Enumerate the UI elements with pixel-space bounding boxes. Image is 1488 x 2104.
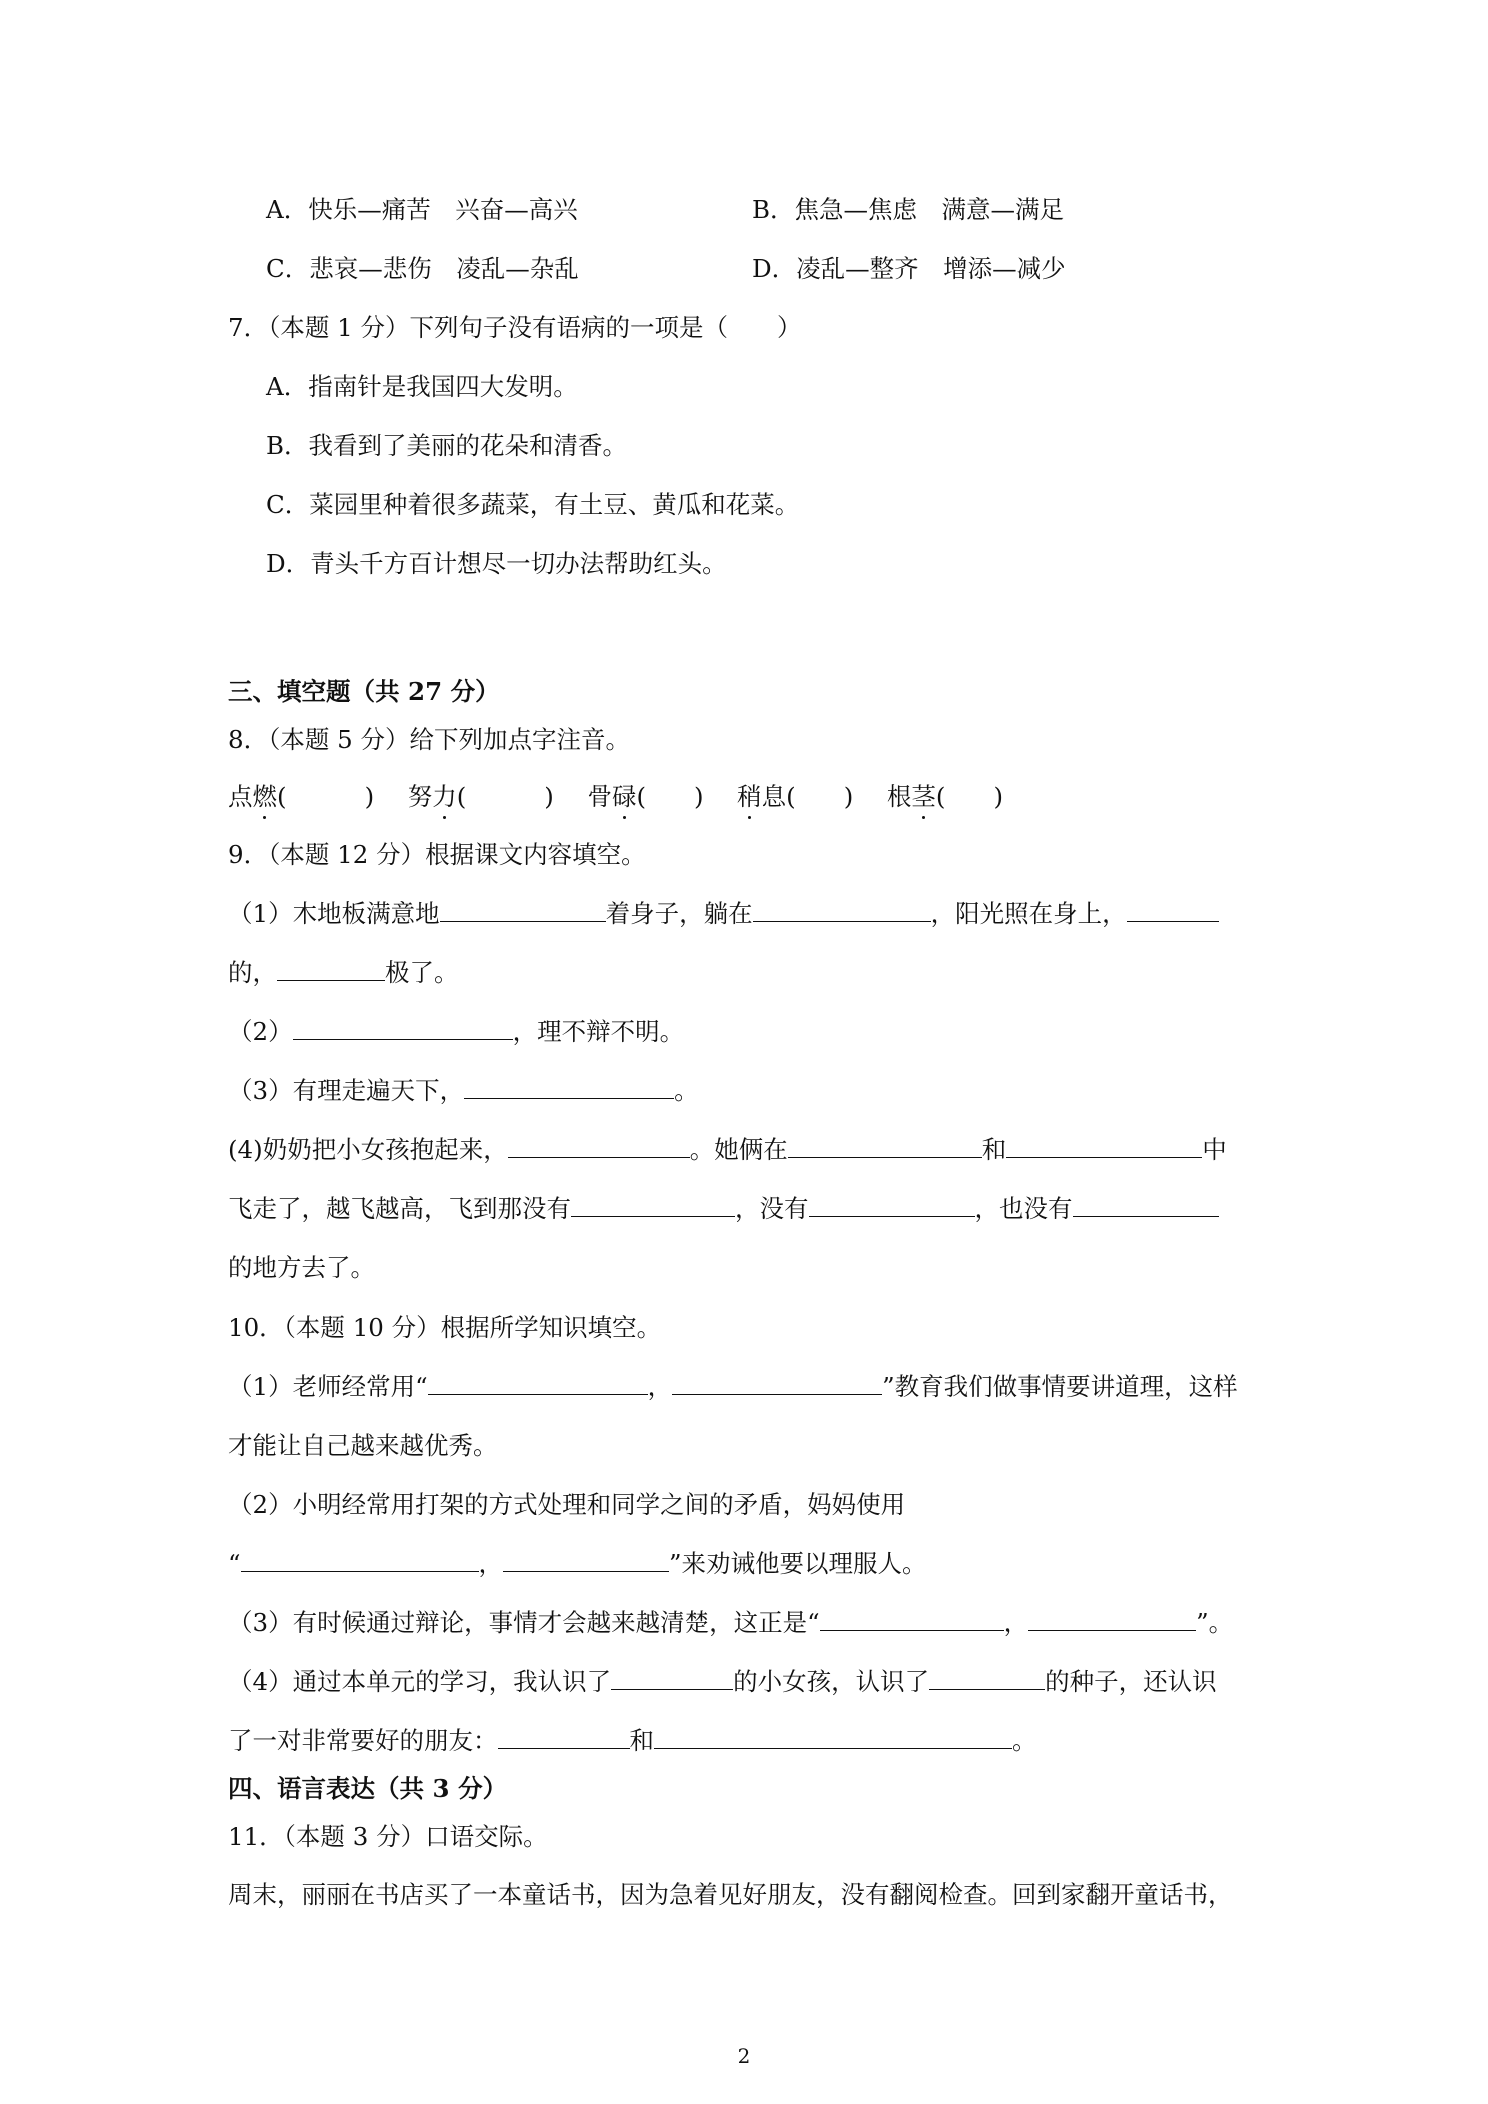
section-heading-3: 三、填空题（共 27 分） bbox=[228, 677, 500, 706]
q10-blank-10[interactable] bbox=[654, 1726, 1012, 1749]
q6-option-b: B．焦急—焦虑 满意—满足 bbox=[752, 195, 1065, 224]
q9-blank-8[interactable] bbox=[788, 1135, 982, 1158]
q10-part-4-cont: 了一对非常要好的朋友： 和 。 bbox=[228, 1726, 1037, 1755]
q7-option-b: B．我看到了美丽的花朵和清香。 bbox=[266, 431, 628, 460]
q10-blank-5[interactable] bbox=[820, 1608, 1004, 1631]
q11-text: 周末，丽丽在书店买了一本童话书，因为急着见好朋友，没有翻阅检查。回到家翻开童话书， bbox=[228, 1880, 1233, 1909]
q8-pinyin-row: 点燃( ) 努力( ) 骨碌( ) 稍息( ) 根茎( ) bbox=[228, 780, 1003, 814]
q8-word-3: 骨碌( bbox=[587, 782, 646, 811]
q9-blank-9[interactable] bbox=[1006, 1135, 1202, 1158]
q9-stem: 9．（本题 12 分）根据课文内容填空。 bbox=[228, 840, 646, 869]
q7-stem: 7．（本题 1 分）下列句子没有语病的一项是（ ） bbox=[228, 313, 802, 342]
q9-part-4-cont: 飞走了，越飞越高，飞到那没有 ，没有 ，也没有 bbox=[228, 1192, 1219, 1226]
q9-blank-12[interactable] bbox=[1073, 1194, 1219, 1217]
q9-part-1-cont: 的， 极了。 bbox=[228, 958, 459, 987]
q9-part-4-end: 的地方去了。 bbox=[228, 1253, 375, 1282]
q10-blank-4[interactable] bbox=[503, 1549, 669, 1572]
q9-blank-11[interactable] bbox=[809, 1194, 975, 1217]
q8-word-4: 稍息( bbox=[737, 782, 796, 811]
q7-option-c: C．菜园里种着很多蔬菜，有土豆、黄瓜和花菜。 bbox=[266, 490, 800, 519]
q10-stem: 10．（本题 10 分）根据所学知识填空。 bbox=[228, 1313, 662, 1342]
q10-part-2-cont: “ ， ”来劝诫他要以理服人。 bbox=[228, 1549, 927, 1578]
q6-option-a: A．快乐—痛苦 兴奋—高兴 bbox=[266, 195, 578, 224]
q9-part-1: （1）木地板满意地 着身子，躺在 ，阳光照在身上， bbox=[228, 897, 1219, 931]
q8-stem: 8．（本题 5 分）给下列加点字注音。 bbox=[228, 725, 630, 754]
q6-option-d: D．凌乱—整齐 增添—减少 bbox=[752, 254, 1066, 283]
q10-part-3: （3）有时候通过辩论，事情才会越来越清楚，这正是“ ， ”。 bbox=[228, 1608, 1234, 1637]
q10-blank-3[interactable] bbox=[241, 1549, 479, 1572]
q9-blank-5[interactable] bbox=[293, 1017, 513, 1040]
q10-blank-1[interactable] bbox=[428, 1372, 648, 1395]
q7-option-a: A．指南针是我国四大发明。 bbox=[266, 372, 578, 401]
q9-blank-10[interactable] bbox=[571, 1194, 735, 1217]
q10-part-1-cont: 才能让自己越来越优秀。 bbox=[228, 1431, 498, 1460]
q8-word-1: 点燃( bbox=[228, 782, 287, 811]
q10-blank-8[interactable] bbox=[929, 1667, 1045, 1690]
q9-blank-7[interactable] bbox=[508, 1135, 690, 1158]
q9-blank-2[interactable] bbox=[753, 899, 931, 922]
q10-blank-9[interactable] bbox=[498, 1726, 630, 1749]
q10-blank-6[interactable] bbox=[1028, 1608, 1196, 1631]
q9-blank-4[interactable] bbox=[277, 958, 385, 981]
q9-blank-6[interactable] bbox=[464, 1076, 674, 1099]
q11-stem: 11．（本题 3 分）口语交际。 bbox=[228, 1822, 548, 1851]
q10-part-2: （2）小明经常用打架的方式处理和同学之间的矛盾，妈妈使用 bbox=[228, 1490, 906, 1519]
q6-option-c: C．悲哀—悲伤 凌乱—杂乱 bbox=[266, 254, 579, 283]
section-heading-4: 四、语言表达（共 3 分） bbox=[228, 1774, 508, 1803]
q9-blank-3[interactable] bbox=[1127, 899, 1219, 922]
q9-part-4: (4)奶奶把小女孩抱起来， 。她俩在 和 中 bbox=[228, 1135, 1227, 1164]
q10-part-4: （4）通过本单元的学习，我认识了 的小女孩，认识了 的种子，还认识 bbox=[228, 1667, 1217, 1696]
q10-blank-2[interactable] bbox=[672, 1372, 882, 1395]
q8-word-5: 根茎( bbox=[887, 782, 946, 811]
q9-part-2: （2） ，理不辩不明。 bbox=[228, 1017, 685, 1046]
q9-part-3: （3）有理走遍天下， 。 bbox=[228, 1076, 699, 1105]
q10-part-1: （1）老师经常用“ ， ”教育我们做事情要讲道理，这样 bbox=[228, 1372, 1238, 1401]
q10-blank-7[interactable] bbox=[611, 1667, 733, 1690]
page-number: 2 bbox=[737, 2044, 751, 2068]
q8-word-2: 努力( bbox=[408, 782, 467, 811]
q7-option-d: D．青头千方百计想尽一切办法帮助红头。 bbox=[266, 549, 727, 578]
q9-blank-1[interactable] bbox=[440, 899, 606, 922]
